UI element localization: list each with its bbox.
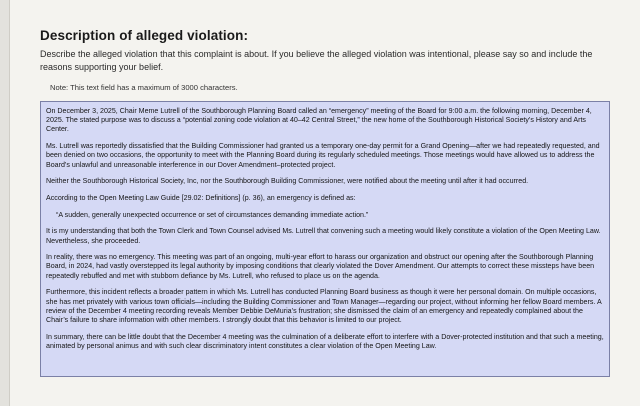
section-instructions: Describe the alleged violation that this complaint is about. If you believe the alleged violation was intentional, please say so and include the reasons supporting your belief. — [40, 49, 593, 72]
paragraph-9: In summary, there can be little doubt that the December 4 meeting was the culmination of a deliberate effort to interfere with a Dover-protected institution and that such a meeting, animated by personal animus and with such clear discriminatory intent constitutes a clear violation of the Open Meeting Law. — [46, 332, 604, 350]
character-limit-note: Note: This text field has a maximum of 3000 characters. — [50, 83, 238, 92]
alleged-violation-section — [40, 28, 622, 377]
paragraph-7: In reality, there was no emergency. This meeting was part of an ongoing, multi-year effort to harass our organization and obstruct our opening after the Southborough Planning Board, in 2024, had vastly overstepped its legal authority by imposing conditions that clearly violated the Dover Amendment. Our attempts to correct these missteps have been repeatedly rebuffed and met with stubborn defiance by Ms. Lutrell, who refused to place us on the agenda. — [46, 253, 595, 280]
paragraph-8: Furthermore, this incident reflects a broader pattern in which Ms. Lutrell has conducted Planning Board business as though it were her personal domain. On multiple occasions, she has met privately with various town officials—including the Building Commissioner and Town Manager—regarding our project, without informing her fellow Board members. A review of the December 4 meeting recording reveals Member Debbie DeMuria’s frustration; she dismissed the claim of an emergency and repeatedly complained about the Chair’s failure to share information with other members. I strongly doubt that this behavior is limited to our project. — [46, 288, 602, 324]
paragraph-6: It is my understanding that both the Town Clerk and Town Counsel advised Ms. Lutrell that convening such a meeting would likely constitute a violation of the Open Meeting Law. Nevertheless, she proceeded. — [46, 227, 601, 245]
paragraph-2: Ms. Lutrell was reportedly dissatisfied that the Building Commissioner had granted us a temporary one-day permit for a Grand Opening—after we had repeatedly requested, and been denied on two occasions, the opportunity to meet with the Planning Board during its regularly scheduled meetings. Those meetings would have allowed us to address the Board’s unlawful and unreasonable interference in our Dover Amendment–protected project. — [46, 142, 600, 169]
paragraph-3: Neither the Southborough Historical Society, Inc, nor the Southborough Building Commissioner, were notified about the meeting until after it had occurred. — [46, 177, 529, 186]
paragraph-1: On December 3, 2025, Chair Meme Lutrell of the Southborough Planning Board called an “emergency” meeting of the Board for 9:00 a.m. the following morning, December 4, 2025. The stated purpose was to discuss a “potential zoning code violation at 40–42 Central Street,” the new home of the Southborough Historical Society’s History and Arts Center. — [46, 107, 592, 134]
paragraph-4: According to the Open Meeting Law Guide [29.02: Definitions] (p. 36), an emergency is defined as: — [46, 193, 356, 202]
section-heading: Description of alleged violation: — [40, 28, 249, 43]
paragraph-5-quote: “A sudden, generally unexpected occurrence or set of circumstances demanding immediate action.” — [56, 210, 369, 219]
left-margin-rule — [0, 0, 10, 406]
violation-description-textarea[interactable] — [40, 101, 610, 377]
